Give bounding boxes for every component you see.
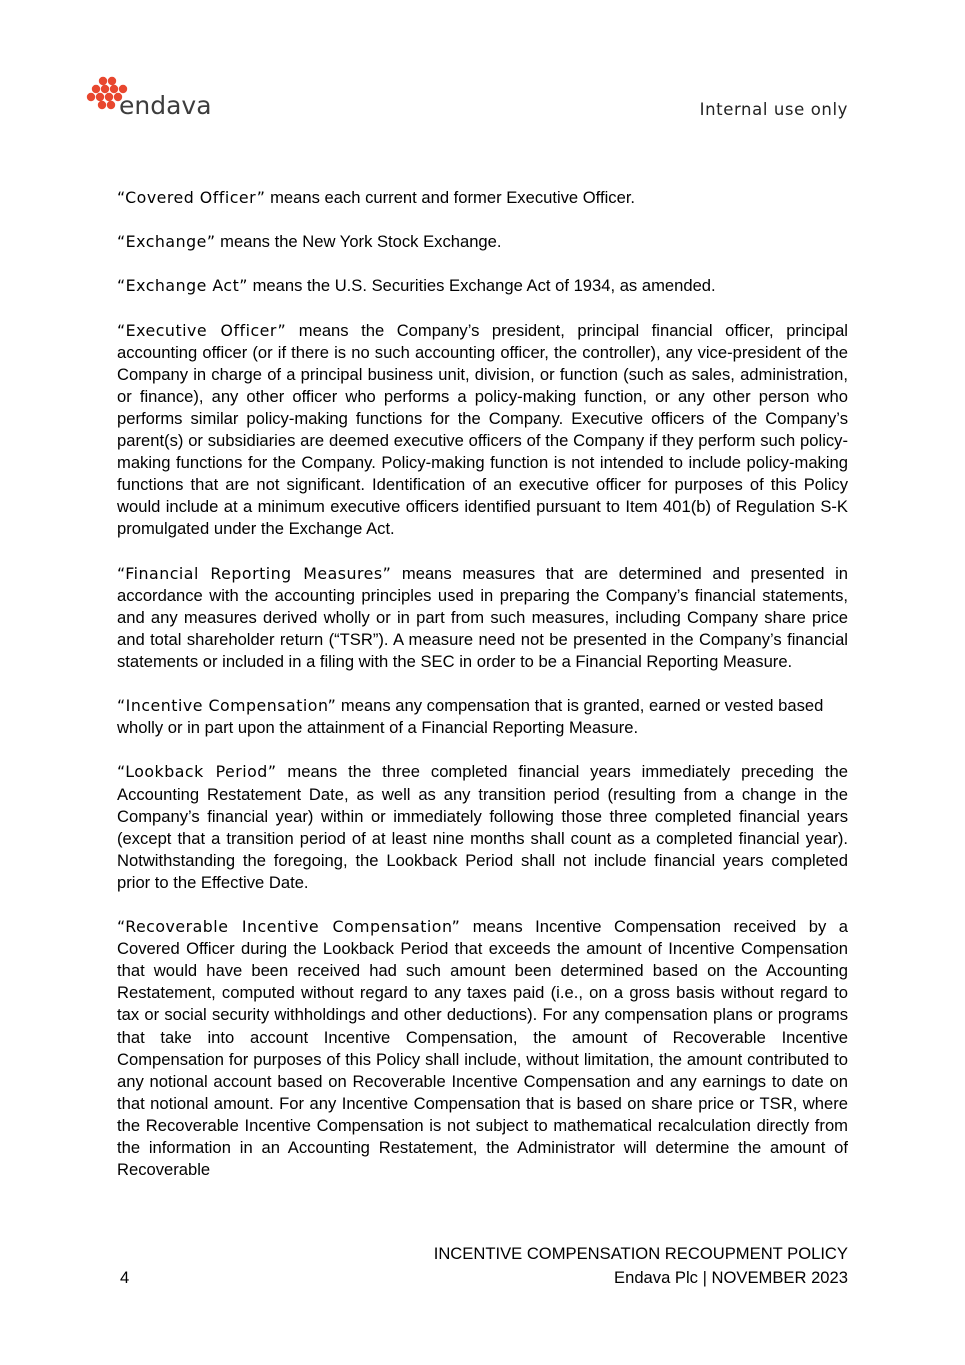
definition-term: “Financial Reporting Measures” <box>117 563 392 583</box>
definition-term: “Exchange” <box>117 232 216 252</box>
definition-term: “Recoverable Incentive Compensation” <box>117 917 461 937</box>
logo-wordmark: endava <box>119 91 212 120</box>
definitions-list <box>117 187 848 1203</box>
footer-policy-title: INCENTIVE COMPENSATION RECOUPMENT POLICY <box>433 1244 848 1263</box>
definition-term: “Incentive Compensation” <box>117 696 337 716</box>
definition-exchange <box>117 231 848 253</box>
definition-term: “Lookback Period” <box>117 762 277 782</box>
definition-text: means the Company’s president, principal financial officer, principal accounting officer (or if there is no such accounting officer, the controller), any vice-president of the Company in charge of a principal business unit, division, or function (such as sales, administration, or finance), any other officer who performs a policy-making function, or any other person who performs similar policy-making functions for the Company. Executive officers of the Company’s parent(s) or subsidiaries are deemed executive officers of the Company if they perform such policy- making functions for the Company. Policy-making function is not intended to include policy-making functions that are not significant. Identification of an executive officer for purposes of this Policy would include at a minimum executive officers identified pursuant to Item 401(b) of Regulation S-K promulgated under the Exchange Act. <box>117 320 848 539</box>
definition-term: “Exchange Act” <box>117 276 248 296</box>
definition-recoverable-incentive-compensation <box>117 916 848 1181</box>
definition-text: means any compensation that is granted, earned or vested based wholly or in part upon the attainment of a Financial Reporting Measure. <box>117 696 824 738</box>
definition-term: “Executive Officer” <box>117 320 287 340</box>
endava-dot-cluster-icon <box>86 76 216 120</box>
definition-financial-reporting-measures <box>117 563 848 673</box>
definition-text: means the U.S. Securities Exchange Act of 1934, as amended. <box>247 276 716 296</box>
definition-covered-officer <box>117 187 848 209</box>
definition-incentive-compensation <box>117 695 848 739</box>
definition-text: means Incentive Compensation received by a Covered Officer during the Lookback Period that exceeds the amount of Incentive Compensation that would have been received had such amount been determined based on the Accounting Restatement, computed without regard to any taxes paid (i.e., on a gross basis without regard to tax or social security withholdings and other deductions). For any compensation plans or programs that take into account Incentive Compensation, the amount of Recoverable Incentive Compensation for purposes of this Policy shall include, without limitation, the amount contributed to any notional account based on Recoverable Incentive Compensation and any earnings to date on that notional amount. For any Incentive Compensation that is based on share price or TSR, where the Recoverable Incentive Compensation is not subject to mathematical recalculation directly from the information in an Accounting Restatement, the Administrator will determine the amount of Recoverable <box>117 917 849 1180</box>
footer-policy-info <box>434 1242 848 1290</box>
footer-company-date: Endava Plc | NOVEMBER 2023 <box>614 1268 848 1287</box>
definition-text: means the New York Stock Exchange. <box>215 232 502 252</box>
definition-term: “Covered Officer” <box>117 188 266 207</box>
definition-text: means the three completed financial years immediately preceding the Accounting Restatement Date, as well as any transition period (resulting from a change in the Company’s financial year) within or immediately following those three completed financial years (except that a transition period of at least nine months shall count as a completed financial year). Notwithstanding the foregoing, the Lookback Period shall not include financial years completed prior to the Effective Date. <box>117 762 848 892</box>
definition-text: means measures that are determined and presented in accordance with the accounting principles used in preparing the Company’s financial statements, and any measures derived wholly or in part from such measures, including Company share price and total shareholder return (“TSR”). A measure need not be presented in the Company’s financial statements or included in a filing with the SEC in order to be a Financial Reporting Measure. <box>117 563 848 671</box>
definition-text: means each current and former Executive Officer. <box>265 188 636 207</box>
definition-exchange-act <box>117 275 848 297</box>
definition-executive-officer <box>117 320 848 541</box>
definition-lookback-period <box>117 761 848 894</box>
page-number: 4 <box>120 1268 130 1287</box>
endava-logo <box>86 76 216 120</box>
classification-label: Internal use only <box>699 100 848 119</box>
